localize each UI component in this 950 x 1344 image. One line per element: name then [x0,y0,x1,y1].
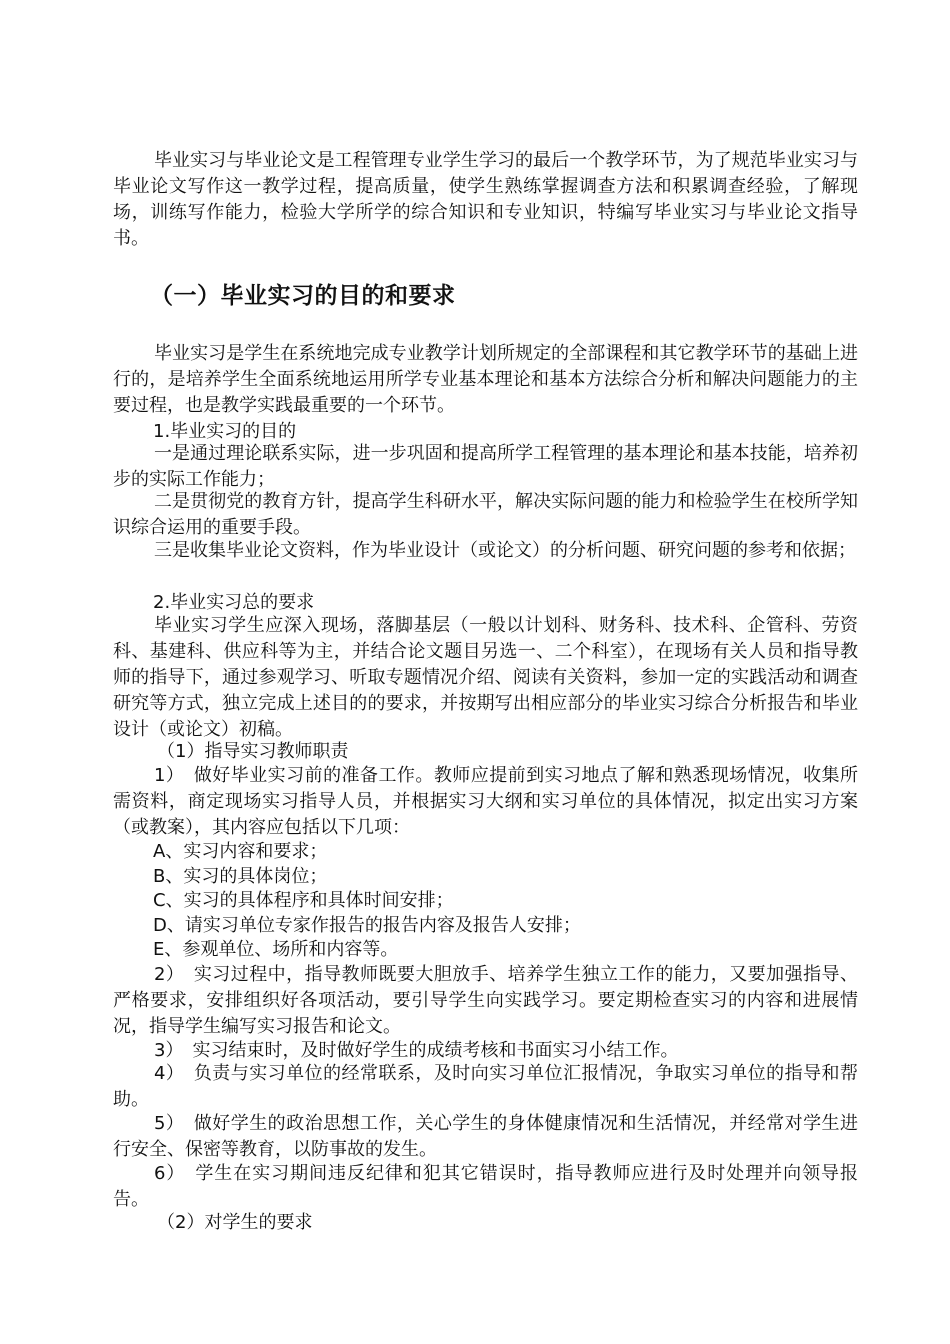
student-requirements-title: （2）对学生的要求 [157,1212,313,1233]
teacher-duties-title: （1）指导实习教师职责 [157,741,349,762]
teacher-duty-4: 4） 负责与实习单位的经常联系，及时向实习单位汇报情况，争取实习单位的指导和帮助。 [113,1063,858,1110]
teacher-duty-5: 5） 做好学生的政治思想工作，关心学生的身体健康情况和生活情况，并经常对学生进行安全、保密等教育，以防事故的发生。 [113,1113,858,1160]
plan-item-a: A、实习内容和要求； [153,841,328,862]
section-intro-paragraph: 毕业实习是学生在系统地完成专业教学计划所规定的全部课程和其它教学环节的基础上进行的，是培养学生全面系统地运用所学专业基本理论和基本方法综合分析和解决问题能力的主要过程，也是教学实践最重要的一个环节。 [113,343,858,416]
teacher-duty-6: 6） 学生在实习期间违反纪律和犯其它错误时，指导教师应进行及时处理并向领导报告。 [113,1163,858,1210]
plan-item-c: C、实习的具体程序和具体时间安排； [153,890,454,911]
plan-item-d: D、请实习单位专家作报告的报告内容及报告人安排； [153,915,581,936]
teacher-duty-3: 3） 实习结束时，及时做好学生的成绩考核和书面实习小结工作。 [154,1040,679,1061]
purpose-item-3: 三是收集毕业论文资料，作为毕业设计（或论文）的分析问题、研究问题的参考和依据； [154,540,856,561]
intro-paragraph: 毕业实习与毕业论文是工程管理专业学生学习的最后一个教学环节，为了规范毕业实习与毕业论文写作这一教学过程，提高质量，使学生熟练掌握调查方法和积累调查经验，了解现场，训练写作能力，检验大学所学的综合知识和专业知识，特编写毕业实习与毕业论文指导书。 [113,150,858,249]
teacher-duty-1: 1） 做好毕业实习前的准备工作。教师应提前到实习地点了解和熟悉现场情况，收集所需资料，商定现场实习指导人员，并根据实习大纲和实习单位的具体情况，拟定出实习方案（或教案），其内容应包括以下几项： [113,765,858,838]
plan-item-b: B、实习的具体岗位； [153,866,328,887]
purpose-title: 1.毕业实习的目的 [153,421,297,442]
plan-item-e: E、参观单位、场所和内容等。 [153,939,399,960]
requirements-paragraph: 毕业实习学生应深入现场，落脚基层（一般以计划科、财务科、技术科、企管科、劳资科、基建科、供应科等为主，并结合论文题目另选一、二个科室），在现场有关人员和指导教师的指导下，通过参观学习、听取专题情况介绍、阅读有关资料，参加一定的实践活动和调查研究等方式，独立完成上述目的的要求，并按期写出相应部分的毕业实习综合分析报告和毕业设计（或论文）初稿。 [113,615,858,740]
requirements-title: 2.毕业实习总的要求 [153,592,315,613]
section-heading: （一）毕业实习的目的和要求 [150,283,456,309]
purpose-item-2: 二是贯彻党的教育方针，提高学生科研水平，解决实际问题的能力和检验学生在校所学知识综合运用的重要手段。 [113,491,858,538]
teacher-duty-2: 2） 实习过程中，指导教师既要大胆放手、培养学生独立工作的能力，又要加强指导、严格要求，安排组织好各项活动，要引导学生向实践学习。要定期检查实习的内容和进展情况，指导学生编写实习报告和论文。 [113,964,858,1037]
purpose-item-1: 一是通过理论联系实际，进一步巩固和提高所学工程管理的基本理论和基本技能，培养初步的实际工作能力； [113,443,858,490]
